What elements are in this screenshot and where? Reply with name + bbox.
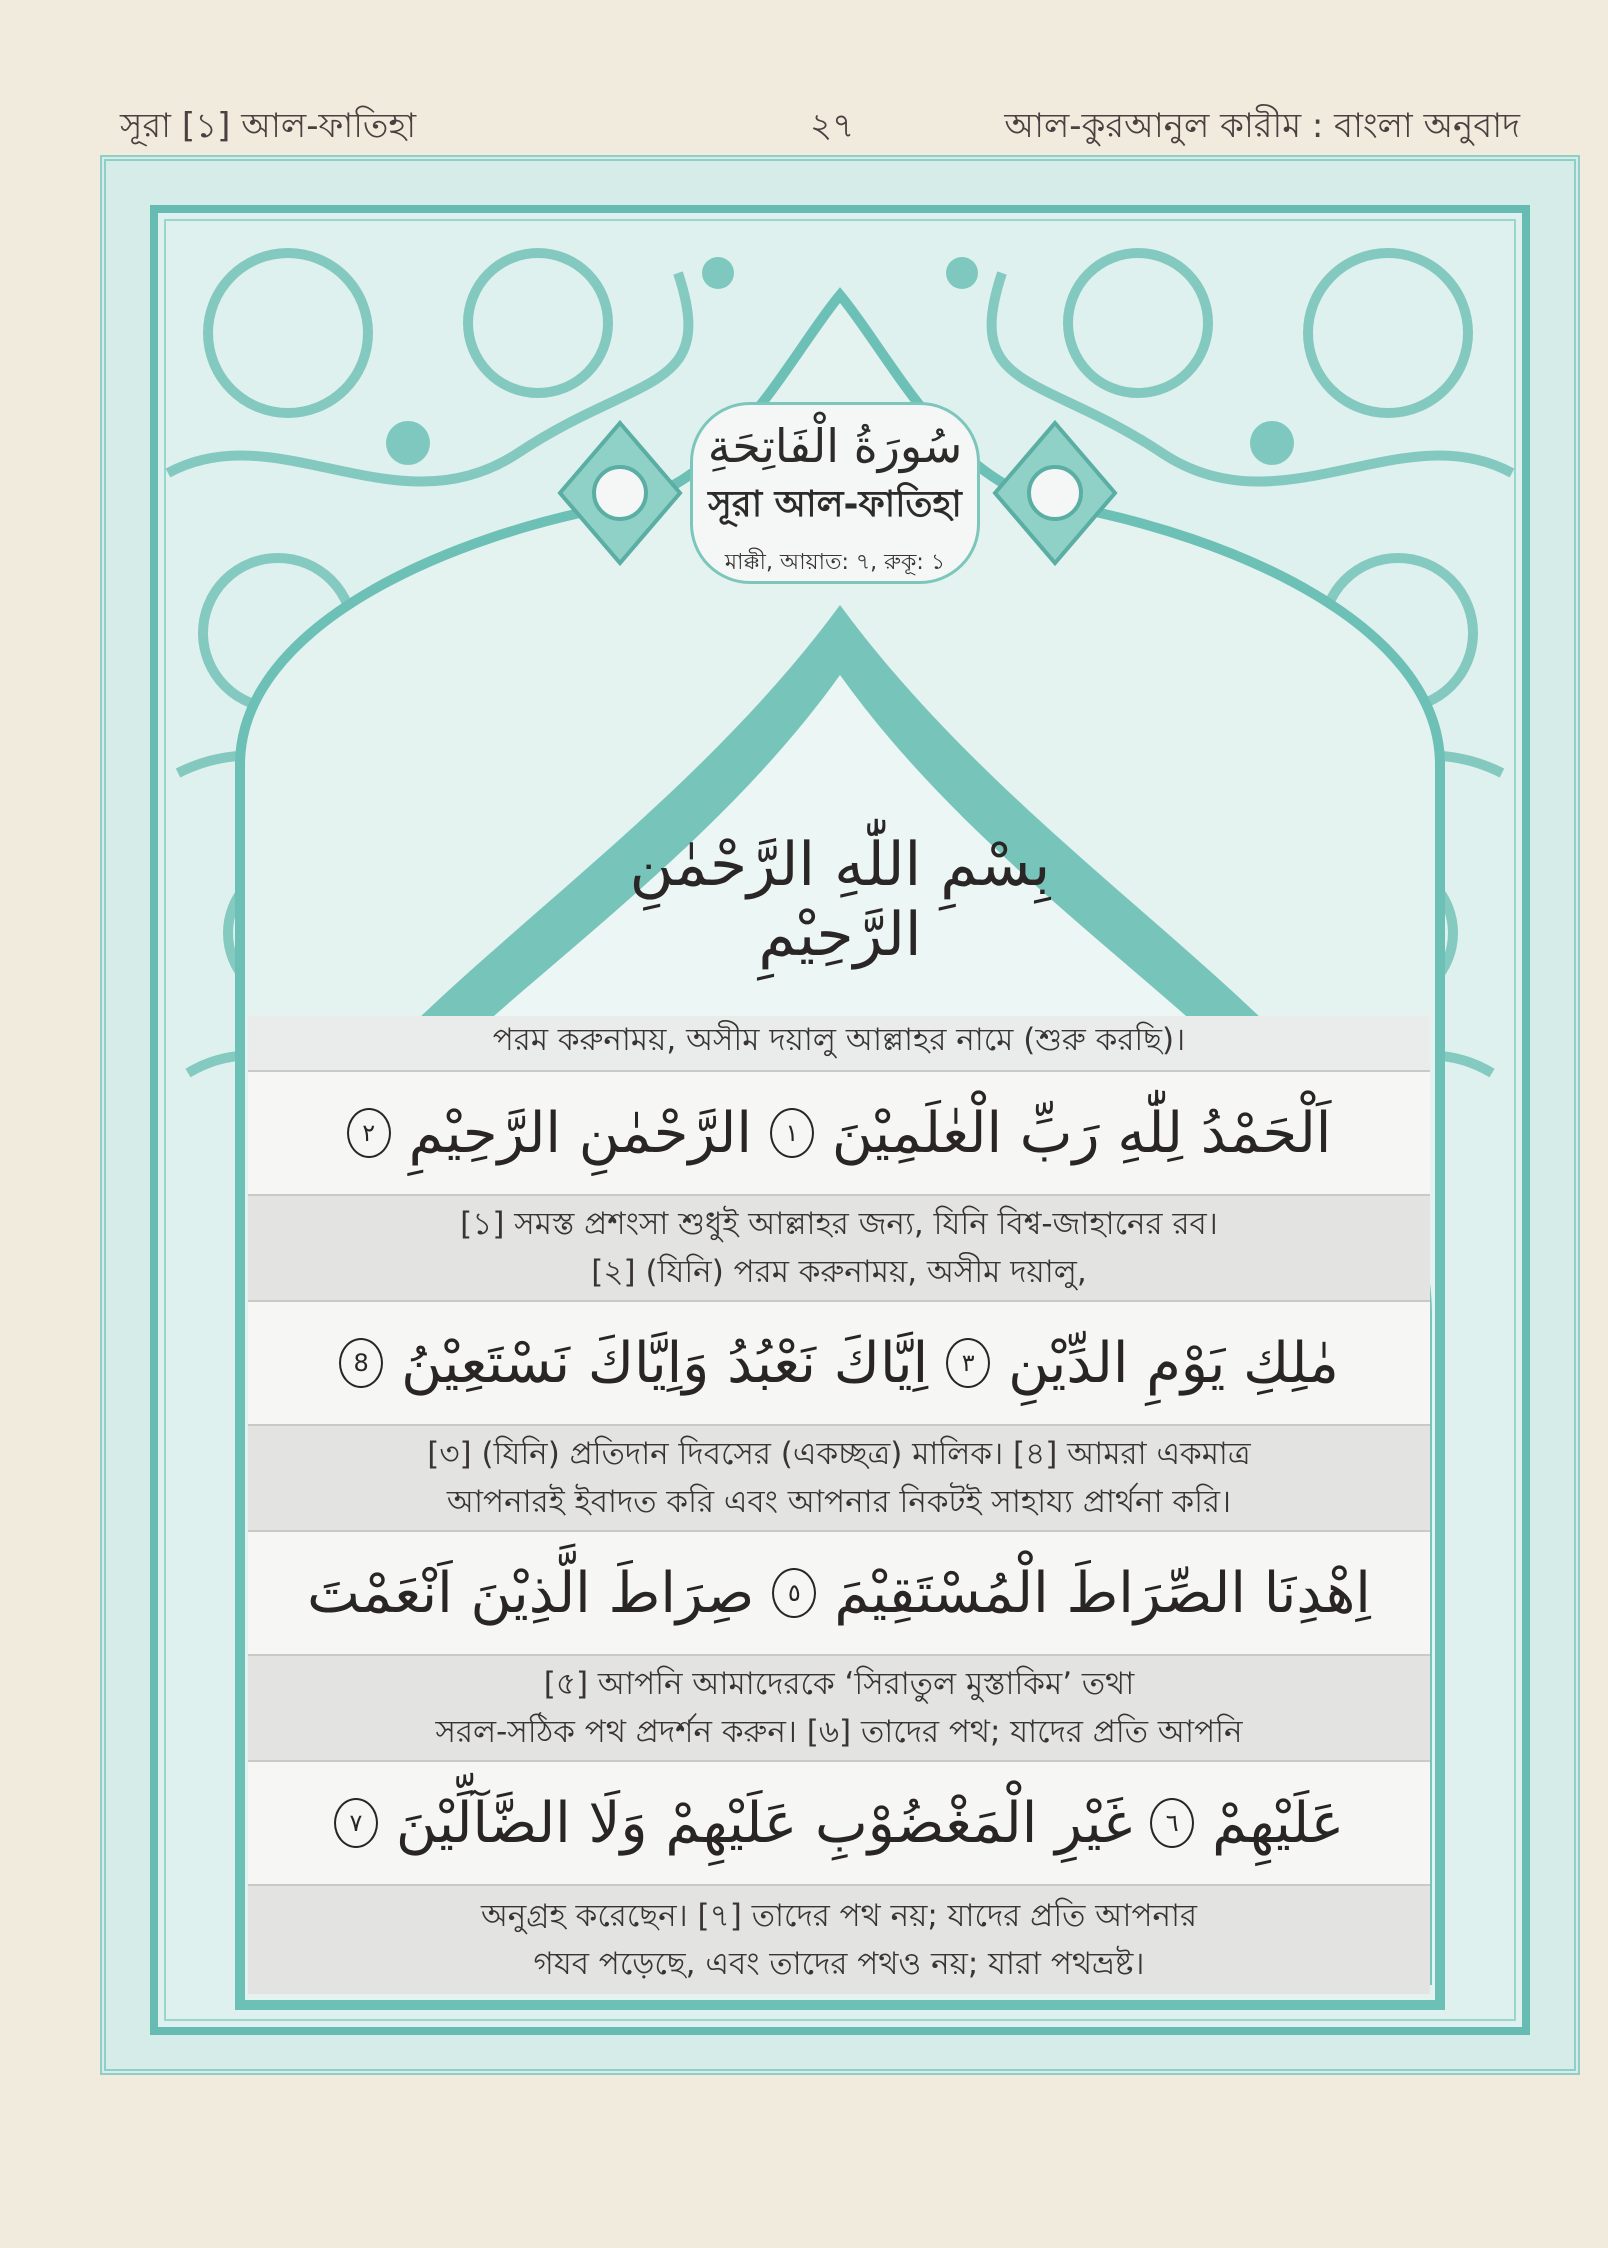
arabic-line-4 (248, 1760, 1430, 1886)
surah-title-cartouche (690, 402, 980, 584)
bismillah-translation: পরম করুনাময়, অসীম দয়ালু আল্লাহর নামে (শুরু করছি)। (248, 1016, 1430, 1070)
ayah-number-marker: ٦ (1150, 1798, 1194, 1848)
ayah-text: غَيْرِ الْمَغْضُوْبِ عَلَيْهِمْ وَلَا الضَّآلِّيْنَ (395, 1790, 1133, 1856)
surah-meta: মাক্কী, আয়াত: ৭, রুকূ: ১ (724, 550, 946, 575)
title-left-medallion (555, 418, 685, 568)
title-right-medallion (990, 418, 1120, 568)
translation-block-3 (248, 1656, 1430, 1760)
translation-line: সরল-সঠিক পথ প্রদর্শন করুন। [৬] তাদের পথ; যাদের প্রতি আপনি (435, 1714, 1243, 1750)
ayah-text: عَلَيْهِمْ (1212, 1790, 1345, 1856)
page-number: ২৭ (810, 106, 855, 146)
page-header (120, 100, 1520, 160)
ayah-number-marker: ١ (770, 1108, 814, 1158)
translation-line: গযব পড়েছে, এবং তাদের পথও নয়; যারা পথভ্রষ্ট। (533, 1946, 1145, 1982)
arabic-line-3 (248, 1530, 1430, 1656)
translation-line: [১] সমস্ত প্রশংসা শুধুই আল্লাহর জন্য, যিনি বিশ্ব-জাহানের রব। (460, 1206, 1218, 1242)
ayah-number-marker: ٧ (334, 1798, 378, 1848)
ayah-number-marker: ٥ (772, 1568, 816, 1618)
ayah-text: اِهْدِنَا الصِّرَاطَ الْمُسْتَقِيْمَ (834, 1560, 1371, 1626)
translation-line: অনুগ্রহ করেছেন। [৭] তাদের পথ নয়; যাদের প্রতি আপনার (480, 1898, 1198, 1934)
translation-block-2 (248, 1426, 1430, 1530)
translation-block-4 (248, 1886, 1430, 1994)
bismillah-arabic: بِسْمِ اللّٰهِ الرَّحْمٰنِ الرَّحِیْمِ (629, 830, 1051, 970)
ayah-number-marker: 8 (339, 1338, 383, 1388)
surah-name-bangla: সূরা আল-ফাতিহা (708, 484, 962, 525)
translation-line: [২] (যিনি) পরম করুনাময়, অসীম দয়ালু, (591, 1254, 1087, 1290)
header-surah-label: সূরা [১] আল-ফাতিহা (120, 106, 417, 146)
translation-block-1 (248, 1196, 1430, 1300)
translation-line: [৩] (যিনি) প্রতিদান দিবসের (একচ্ছত্র) মালিক। [৪] আমরা একমাত্র (427, 1436, 1251, 1472)
ayah-text: صِرَاطَ الَّذِيْنَ اَنْعَمْتَ (307, 1560, 755, 1626)
translation-line: আপনারই ইবাদত করি এবং আপনার নিকটই সাহায্য প্রার্থনা করি। (446, 1484, 1232, 1520)
ayah-text: اِيَّاكَ نَعْبُدُ وَاِيَّاكَ نَسْتَعِيْنُ (401, 1330, 929, 1396)
ayah-text: اَلْحَمْدُ لِلّٰهِ رَبِّ الْعٰلَمِيْنَ (831, 1100, 1332, 1166)
surah-name-arabic: سُورَةُ الْفَاتِحَةِ (707, 419, 963, 473)
ayah-number-marker: ٣ (946, 1338, 990, 1388)
arabic-line-1 (248, 1070, 1430, 1196)
ayah-text: مٰلِكِ يَوْمِ الدِّيْنِ (1008, 1330, 1339, 1396)
arabic-line-2 (248, 1300, 1430, 1426)
header-book-title: আল-কুরআনুল কারীম : বাংলা অনুবাদ (1004, 106, 1520, 146)
ayah-text: الرَّحْمٰنِ الرَّحِيْمِ (408, 1100, 752, 1166)
ayah-number-marker: ٢ (347, 1108, 391, 1158)
translation-line: [৫] আপনি আমাদেরকে ‘সিরাতুল মুস্তাকিম’ তথা (543, 1666, 1135, 1702)
